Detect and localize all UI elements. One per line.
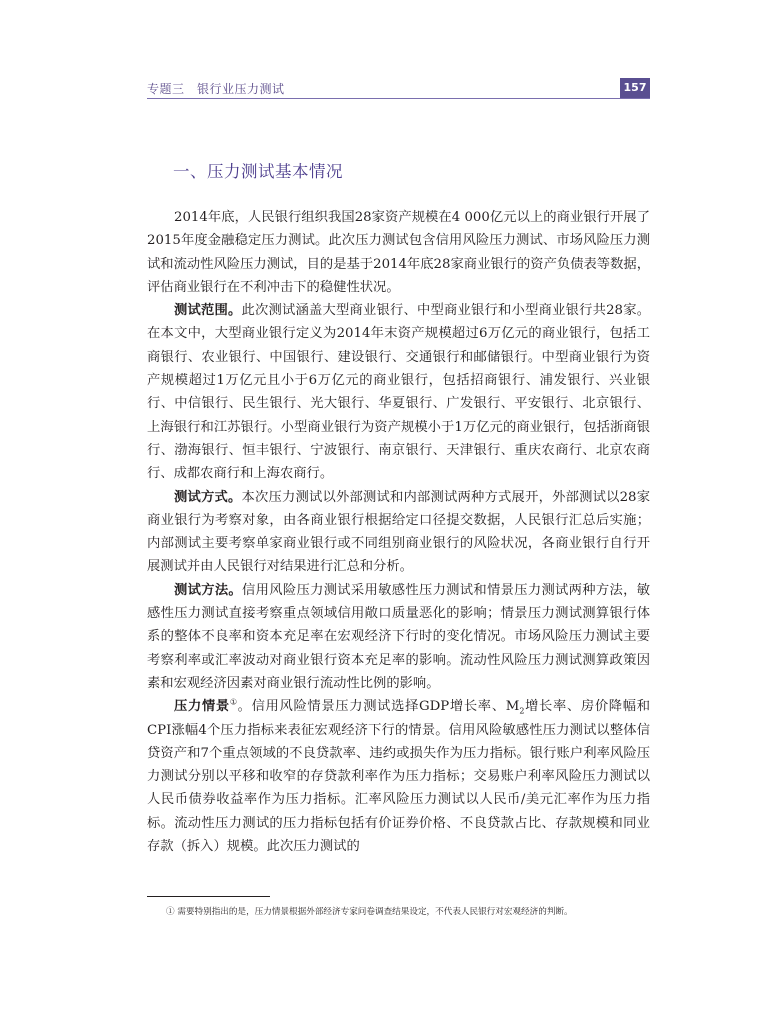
- paragraph-text: 信用风险压力测试采用敏感性压力测试和情景压力测试两种方法，敏感性压力测试直接考察重点领域信用敞口质量恶化的影响；情景压力测试测算银行体系的整体不良率和资本充足率在宏观经济下行时的变化情况。市场风险压力测试主要考察利率或汇率波动对商业银行资本充足率的影响。流动性风险压力测试测算政策因素和宏观经济因素对商业银行流动性比例的影响。: [147, 582, 651, 691]
- section-title: 一、压力测试基本情况: [173, 162, 343, 181]
- paragraph-lead: 测试方法。: [174, 582, 243, 598]
- header-rule: [147, 98, 650, 99]
- paragraph-lead: 压力情景: [174, 699, 230, 715]
- m2-subscript: 2: [519, 706, 525, 716]
- paragraph-text: 2014年底，人民银行组织我国28家资产规模在4 000亿元以上的商业银行开展了2015年度金融稳定压力测试。此次压力测试包含信用风险压力测试、市场风险压力测试和流动性风险压力测试，目的是基于2014年底28家商业银行的资产负债表等数据，评估商业银行在不利冲击下的稳健性状况。: [147, 210, 650, 295]
- paragraph-lead: 测试方式。: [174, 489, 242, 505]
- paragraph-text: 此次测试涵盖大型商业银行、中型商业银行和小型商业银行共28家。在本文中，大型商业银行定义为2014年末资产规模超过6万亿元的商业银行，包括工商银行、农业银行、中国银行、建设银行、交通银行和邮储银行。中型商业银行为资产规模超过1万亿元且小于6万亿元的商业银行，包括招商银行、浦发银行、兴业银行、中信银行、民生银行、光大银行、华夏银行、广发银行、平安银行、北京银行、上海银行和江苏银行。小型商业银行为资产规模小于1万亿元的商业银行，包括浙商银行、渤海银行、恒丰银行、宁波银行、南京银行、天津银行、重庆农商行、北京农商行、成都农商行和上海农商行。: [147, 303, 651, 482]
- page-header: [147, 78, 650, 98]
- paragraph-approach: [147, 486, 650, 579]
- paragraph-scope: [147, 299, 650, 485]
- footnote-rule: [147, 896, 270, 897]
- paragraph-lead: 测试范围。: [174, 303, 242, 319]
- paragraph-intro: [147, 206, 650, 299]
- paragraph-text: 本次压力测试以外部测试和内部测试两种方式展开，外部测试以28家商业银行为考察对象，由各商业银行根据给定口径提交数据，人民银行汇总后实施；内部测试主要考察单家商业银行或不同组别商业银行的风险状况，各商业银行自行开展测试并由人民银行对结果进行汇总和分析。: [147, 489, 651, 575]
- page-number: 157: [620, 78, 650, 98]
- body-text: [147, 206, 650, 858]
- paragraph-method: [147, 579, 650, 695]
- running-head: 专题三 银行业压力测试: [147, 82, 285, 96]
- footnote-mark: ①: [229, 697, 238, 707]
- paragraph-text: 增长率、房价降幅和CPI涨幅4个压力指标来表征宏观经济下行的情景。信用风险敏感性压力测试以整体信贷资产和7个重点领域的不良贷款率、违约或损失作为压力指标。银行账户利率风险压力测试分别以平移和收窄的存贷款利率作为压力指标；交易账户利率风险压力测试以人民币债券收益率作为压力指标。汇率风险压力测试以人民币/美元汇率作为压力指标。流动性压力测试的压力指标包括有价证券价格、不良贷款占比、存款规模和同业存款（拆入）规模。此次压力测试的: [147, 699, 650, 855]
- paragraph-text: 。信用风险情景压力测试选择GDP增长率、M: [237, 699, 520, 715]
- paragraph-scenario: [147, 695, 650, 858]
- footnote: ① 需要特别指出的是，压力情景根据外部经济专家问卷调查结果设定，不代表人民银行对宏观经济的判断。: [166, 907, 573, 917]
